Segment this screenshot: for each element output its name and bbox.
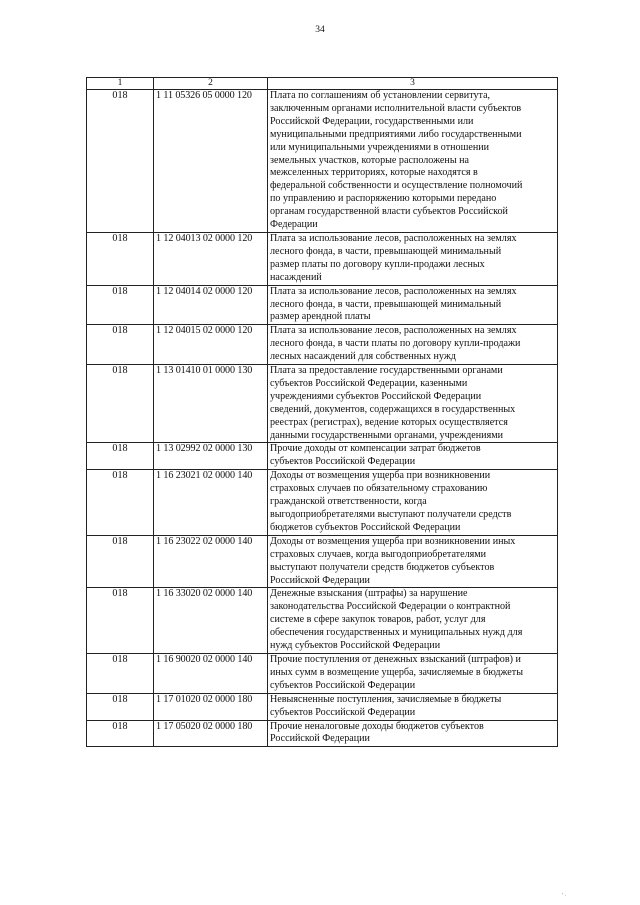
- revenue-name-line: страховых случаев, когда выгодоприобретателями: [270, 548, 487, 560]
- revenue-name-line: Российской Федерации: [270, 574, 370, 586]
- revenue-name-line: размер арендной платы: [270, 311, 371, 323]
- table-row: [87, 535, 558, 588]
- budget-code-cell: 1 16 90020 02 0000 140: [154, 653, 268, 693]
- admin-code-cell: 018: [87, 535, 154, 588]
- revenue-name-line: сведений, документов, содержащихся в государственных: [270, 403, 516, 415]
- revenue-name-line: Федерации: [270, 219, 318, 231]
- revenue-name-line: выступают получатели средств бюджетов субъектов: [270, 561, 495, 573]
- revenue-name-line: обеспечения государственных и муниципальных нужд для: [270, 627, 523, 639]
- budget-code-cell: 1 17 01020 02 0000 180: [154, 693, 268, 720]
- admin-code-cell: 018: [87, 285, 154, 325]
- revenue-name-line: земельных участков, которые расположены на: [270, 154, 470, 166]
- revenue-name-line: по управлению и распоряжению которыми передано: [270, 193, 497, 205]
- revenue-name-line: бюджетов субъектов Российской Федерации: [270, 521, 461, 533]
- scan-mark: ' ·: [562, 893, 567, 899]
- revenue-name-line: межселенных территориях, которые находятся в: [270, 167, 478, 179]
- table-row: [87, 365, 558, 443]
- revenue-name-line: системе в сфере закупок товаров, работ, услуг для: [270, 614, 486, 626]
- budget-code-cell: 1 16 23022 02 0000 140: [154, 535, 268, 588]
- column-header-name: 3: [268, 78, 558, 90]
- revenue-name-line: лесного фонда, в части, превышающей минимальный: [270, 245, 502, 257]
- table-row: [87, 443, 558, 470]
- table-row: [87, 470, 558, 536]
- admin-code-cell: 018: [87, 443, 154, 470]
- revenue-name-line: Доходы от возмещения ущерба при возникновении иных: [270, 535, 516, 547]
- revenue-name-cell: [268, 653, 558, 693]
- revenue-name-cell: [268, 588, 558, 654]
- admin-code-cell: 018: [87, 365, 154, 443]
- revenue-name-cell: [268, 90, 558, 233]
- revenue-name-line: Невыясненные поступления, зачисляемые в бюджеты: [270, 693, 502, 705]
- revenue-name-line: учреждениями субъектов Российской Федерации: [270, 390, 482, 402]
- revenue-codes-table: [86, 77, 558, 747]
- revenue-name-line: субъектов Российской Федерации: [270, 456, 416, 468]
- table-row: [87, 285, 558, 325]
- budget-code-cell: 1 16 33020 02 0000 140: [154, 588, 268, 654]
- revenue-name-line: или муниципальными учреждениями в отношении: [270, 141, 490, 153]
- revenue-name-line: лесных насаждений для собственных нужд: [270, 351, 456, 363]
- revenue-name-line: выгодоприобретателями выступают получатели средств: [270, 509, 512, 520]
- column-header-admin: 1: [87, 78, 154, 90]
- revenue-name-cell: [268, 535, 558, 588]
- revenue-name-line: Плата за предоставление государственными органами: [270, 365, 503, 377]
- revenue-name-line: данными государственными органами, учреждениями: [270, 429, 504, 441]
- budget-code-cell: 1 12 04015 02 0000 120: [154, 325, 268, 365]
- revenue-name-line: субъектов Российской Федерации: [270, 706, 416, 718]
- revenue-name-line: Плата за использование лесов, расположенных на землях: [270, 285, 517, 297]
- revenue-name-line: Плата по соглашениям об установлении сервитута,: [270, 90, 491, 101]
- revenue-name-line: Доходы от возмещения ущерба при возникновении: [270, 470, 491, 482]
- table-row: [87, 232, 558, 285]
- table-row: [87, 588, 558, 654]
- revenue-name-line: гражданской ответственности, когда: [270, 496, 427, 508]
- revenue-name-line: нужд субъектов Российской Федерации: [270, 640, 441, 652]
- revenue-name-line: муниципальными предприятиями либо государственными: [270, 128, 522, 140]
- table-row: [87, 693, 558, 720]
- revenue-name-cell: [268, 443, 558, 470]
- admin-code-cell: 018: [87, 232, 154, 285]
- table-row: [87, 653, 558, 693]
- revenue-name-line: иных сумм в возмещение ущерба, зачисляемые в бюджеты: [270, 666, 523, 678]
- revenue-name-line: Плата за использование лесов, расположенных на землях: [270, 325, 517, 337]
- admin-code-cell: 018: [87, 720, 154, 747]
- table-row: [87, 720, 558, 747]
- table-body: [87, 90, 558, 747]
- revenue-name-line: законодательства Российской Федерации о контрактной: [270, 601, 511, 613]
- budget-code-cell: 1 13 01410 01 0000 130: [154, 365, 268, 443]
- admin-code-cell: 018: [87, 90, 154, 233]
- revenue-name-line: насаждений: [270, 271, 322, 283]
- revenue-name-line: субъектов Российской Федерации, казенными: [270, 377, 468, 389]
- revenue-name-cell: [268, 325, 558, 365]
- revenue-name-line: Прочие доходы от компенсации затрат бюджетов: [270, 443, 481, 455]
- budget-code-cell: 1 11 05326 05 0000 120: [154, 90, 268, 233]
- revenue-name-line: субъектов Российской Федерации: [270, 679, 416, 691]
- revenue-name-line: страховых случаев по обязательному страхованию: [270, 483, 488, 495]
- budget-code-cell: 1 16 23021 02 0000 140: [154, 470, 268, 536]
- admin-code-cell: 018: [87, 588, 154, 654]
- budget-code-cell: 1 13 02992 02 0000 130: [154, 443, 268, 470]
- revenue-name-line: Прочие неналоговые доходы бюджетов субъектов: [270, 720, 484, 732]
- revenue-name-line: реестрах (регистрах), ведение которых осуществляется: [270, 416, 508, 428]
- page-number: 34: [315, 25, 325, 35]
- revenue-name-cell: [268, 720, 558, 747]
- revenue-name-line: лесного фонда, в части, превышающей минимальный: [270, 298, 502, 310]
- revenue-name-line: органам государственной власти субъектов Российской: [270, 206, 508, 218]
- column-header-code: 2: [154, 78, 268, 90]
- revenue-name-cell: [268, 232, 558, 285]
- revenue-name-line: размер платы по договору купли-продажи лесных: [270, 258, 485, 270]
- revenue-name-line: Денежные взыскания (штрафы) за нарушение: [270, 588, 468, 600]
- admin-code-cell: 018: [87, 470, 154, 536]
- revenue-name-line: Российской Федерации, государственными или: [270, 115, 474, 127]
- revenue-name-cell: [268, 285, 558, 325]
- budget-code-cell: 1 12 04013 02 0000 120: [154, 232, 268, 285]
- table-header-row: [87, 78, 558, 90]
- revenue-name-cell: [268, 693, 558, 720]
- admin-code-cell: 018: [87, 325, 154, 365]
- table-row: [87, 325, 558, 365]
- table-row: [87, 90, 558, 233]
- revenue-name-line: федеральной собственности и осуществление полномочий: [270, 180, 523, 192]
- revenue-name-line: лесного фонда, в части платы по договору купли-продажи: [270, 338, 521, 350]
- revenue-name-cell: [268, 470, 558, 536]
- revenue-name-line: Российской Федерации: [270, 733, 370, 745]
- revenue-name-line: Плата за использование лесов, расположенных на землях: [270, 232, 517, 244]
- admin-code-cell: 018: [87, 693, 154, 720]
- revenue-name-line: заключенным органами исполнительной власти субъектов: [270, 102, 522, 114]
- revenue-name-cell: [268, 365, 558, 443]
- revenue-name-line: Прочие поступления от денежных взысканий (штрафов) и: [270, 653, 521, 665]
- admin-code-cell: 018: [87, 653, 154, 693]
- budget-code-cell: 1 17 05020 02 0000 180: [154, 720, 268, 747]
- budget-code-cell: 1 12 04014 02 0000 120: [154, 285, 268, 325]
